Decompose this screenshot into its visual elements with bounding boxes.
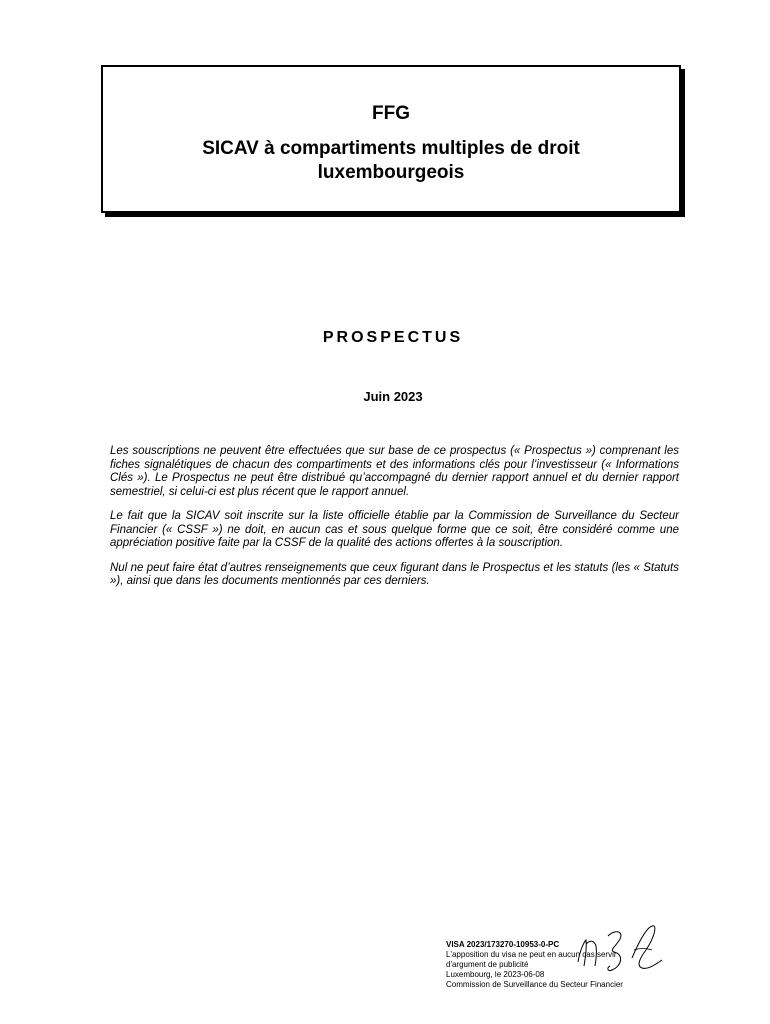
fund-name: FFG bbox=[372, 103, 410, 124]
visa-line-4: Commission de Surveillance du Secteur Financier bbox=[446, 980, 623, 989]
title-box bbox=[101, 65, 681, 213]
paragraph-information: Nul ne peut faire état d’autres renseignements que ceux figurant dans le Prospectus et les statuts (les « Statuts »), ainsi que dans les documents mentionnés par ces derniers. bbox=[110, 561, 679, 587]
document-title: PROSPECTUS bbox=[322, 329, 464, 346]
signature-icon bbox=[574, 920, 666, 992]
paragraph-subscriptions: Les souscriptions ne peuvent être effectuées que sur base de ce prospectus (« Prospectus ») comprenant les fiches signalétiques de chacun des compartiments et des informations clés pour l’investisseur (« Informations Clés »). Le Prospectus ne peut être distribué qu’accompagné du dernier rapport annuel et du dernier rapport semestriel, si celui-ci est plus récent que le rapport annuel. bbox=[110, 445, 679, 498]
visa-number: VISA 2023/173270-10953-0-PC bbox=[446, 940, 560, 949]
document-date: Juin 2023 bbox=[363, 389, 423, 404]
visa-line-2: d'argument de publicité bbox=[446, 960, 529, 969]
visa-line-3: Luxembourg, le 2023-06-08 bbox=[446, 970, 545, 979]
body-text bbox=[110, 445, 679, 600]
paragraph-cssf: Le fait que la SICAV soit inscrite sur la liste officielle établie par la Commission de Surveillance du Secteur Financier (« CSSF ») ne doit, en aucun cas et sous quelque forme que ce soit, être considéré comme une appréciation positive faite par la CSSF de la qualité des actions offertes à la souscription. bbox=[110, 510, 679, 549]
visa-line-1: L'apposition du visa ne peut en aucun cas servir bbox=[446, 950, 617, 959]
fund-type: SICAV à compartiments multiples de droit luxembourgeois bbox=[202, 138, 580, 183]
